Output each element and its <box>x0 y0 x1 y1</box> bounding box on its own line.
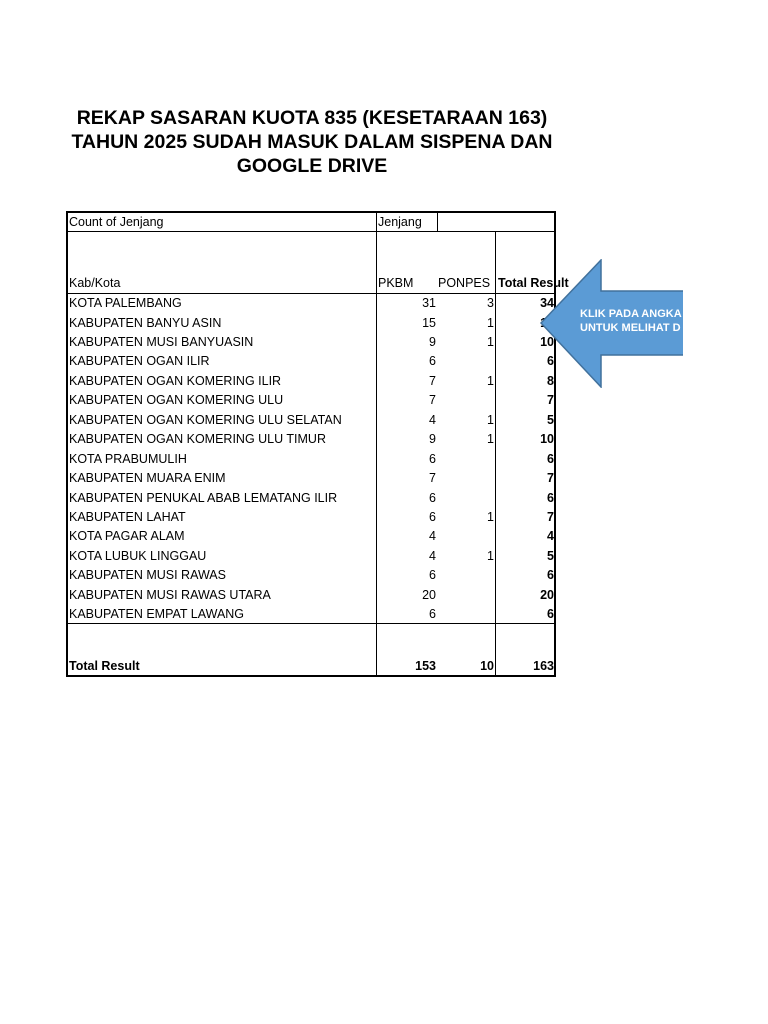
cell-pkbm[interactable]: 6 <box>429 509 436 524</box>
cell-pkbm[interactable]: 4 <box>429 412 436 427</box>
row-label: KABUPATEN EMPAT LAWANG <box>69 607 245 622</box>
cell-total[interactable]: 6 <box>547 451 554 466</box>
total-grand[interactable]: 163 <box>533 659 554 673</box>
row-label: KABUPATEN OGAN KOMERING ILIR <box>69 373 282 388</box>
row-label: KOTA PAGAR ALAM <box>69 529 185 544</box>
cell-ponpes[interactable]: 1 <box>487 373 494 388</box>
cell-total[interactable]: 8 <box>547 373 554 388</box>
cell-pkbm[interactable]: 9 <box>429 432 436 447</box>
column-field-label[interactable]: Jenjang <box>378 215 422 229</box>
cell-total[interactable]: 10 <box>540 334 554 349</box>
row-label: KABUPATEN PENUKAL ABAB LEMATANG ILIR <box>69 490 338 505</box>
cell-ponpes[interactable]: 1 <box>487 315 494 330</box>
cell-pkbm[interactable]: 6 <box>429 354 436 369</box>
cell-total[interactable]: 7 <box>547 471 554 485</box>
cell-pkbm[interactable]: 7 <box>429 471 436 485</box>
cell-pkbm[interactable]: 15 <box>422 315 436 330</box>
cell-ponpes[interactable]: 1 <box>487 432 494 447</box>
cell-ponpes[interactable]: 1 <box>487 334 494 349</box>
cell-total[interactable]: 5 <box>547 412 554 427</box>
cell-ponpes[interactable]: 3 <box>487 296 494 310</box>
column-header-ponpes: PONPES <box>438 276 491 290</box>
cell-pkbm[interactable]: 20 <box>422 587 436 602</box>
cell-pkbm[interactable]: 4 <box>429 529 436 544</box>
cell-pkbm[interactable]: 7 <box>429 373 436 388</box>
row-label: KABUPATEN OGAN ILIR <box>69 354 210 369</box>
cell-pkbm[interactable]: 6 <box>429 451 436 466</box>
row-label: KABUPATEN MUSI BANYUASIN <box>69 334 254 349</box>
row-label: KABUPATEN OGAN KOMERING ULU SELATAN <box>69 412 342 427</box>
cell-total[interactable]: 20 <box>540 587 554 602</box>
cell-total[interactable]: 5 <box>547 548 554 563</box>
callout-line-1: KLIK PADA ANGKA <box>580 308 682 320</box>
cell-total[interactable]: 7 <box>547 509 554 524</box>
cell-total[interactable]: 10 <box>540 432 554 447</box>
document-title <box>62 106 562 178</box>
cell-pkbm[interactable]: 6 <box>429 607 436 622</box>
cell-total[interactable]: 6 <box>547 354 554 369</box>
pivot-table <box>66 211 569 677</box>
row-label: KABUPATEN OGAN KOMERING ULU <box>69 393 284 408</box>
row-label: KABUPATEN MUSI RAWAS UTARA <box>69 587 271 602</box>
row-label: KOTA LUBUK LINGGAU <box>69 548 207 563</box>
row-label: KOTA PRABUMULIH <box>69 451 187 466</box>
callout-line-2: UNTUK MELIHAT D <box>580 322 681 334</box>
cell-ponpes[interactable]: 1 <box>487 548 494 563</box>
row-label: KOTA PALEMBANG <box>69 296 182 310</box>
cell-pkbm[interactable]: 6 <box>429 568 436 583</box>
cell-ponpes[interactable]: 1 <box>487 412 494 427</box>
cell-pkbm[interactable]: 6 <box>429 490 436 505</box>
column-header-total: Total Result <box>498 276 569 290</box>
row-label: KABUPATEN MUSI RAWAS <box>69 568 226 583</box>
total-ponpes[interactable]: 10 <box>480 659 494 673</box>
cell-pkbm[interactable]: 9 <box>429 334 436 349</box>
cell-pkbm[interactable]: 4 <box>429 548 436 563</box>
title-line-3: GOOGLE DRIVE <box>236 155 388 177</box>
cell-total[interactable]: 6 <box>547 568 554 583</box>
callout-text <box>580 307 683 335</box>
row-field-label[interactable]: Kab/Kota <box>69 276 121 290</box>
title-line-2: TAHUN 2025 SUDAH MASUK DALAM SISPENA DAN <box>71 131 553 153</box>
row-label: KABUPATEN BANYU ASIN <box>69 315 222 330</box>
title-line-1: REKAP SASARAN KUOTA 835 (KESETARAAN 163) <box>76 107 548 129</box>
col-divider-jenjang <box>437 213 438 232</box>
row-label: KABUPATEN MUARA ENIM <box>69 471 226 485</box>
cell-total[interactable]: 6 <box>547 490 554 505</box>
cell-pkbm[interactable]: 31 <box>422 296 436 310</box>
cell-total[interactable]: 34 <box>540 296 554 310</box>
cell-total[interactable]: 6 <box>547 607 554 622</box>
cell-pkbm[interactable]: 7 <box>429 393 436 408</box>
total-row-label: Total Result <box>69 659 140 673</box>
cell-ponpes[interactable]: 1 <box>487 509 494 524</box>
row-label: KABUPATEN OGAN KOMERING ULU TIMUR <box>69 432 326 447</box>
count-label: Count of Jenjang <box>69 215 164 229</box>
col-divider-row-label <box>376 213 377 675</box>
cell-total[interactable]: 4 <box>547 529 554 544</box>
cell-total[interactable]: 7 <box>547 393 554 408</box>
row-label: KABUPATEN LAHAT <box>69 509 186 524</box>
column-header-pkbm: PKBM <box>378 276 414 290</box>
total-pkbm[interactable]: 153 <box>415 659 436 673</box>
